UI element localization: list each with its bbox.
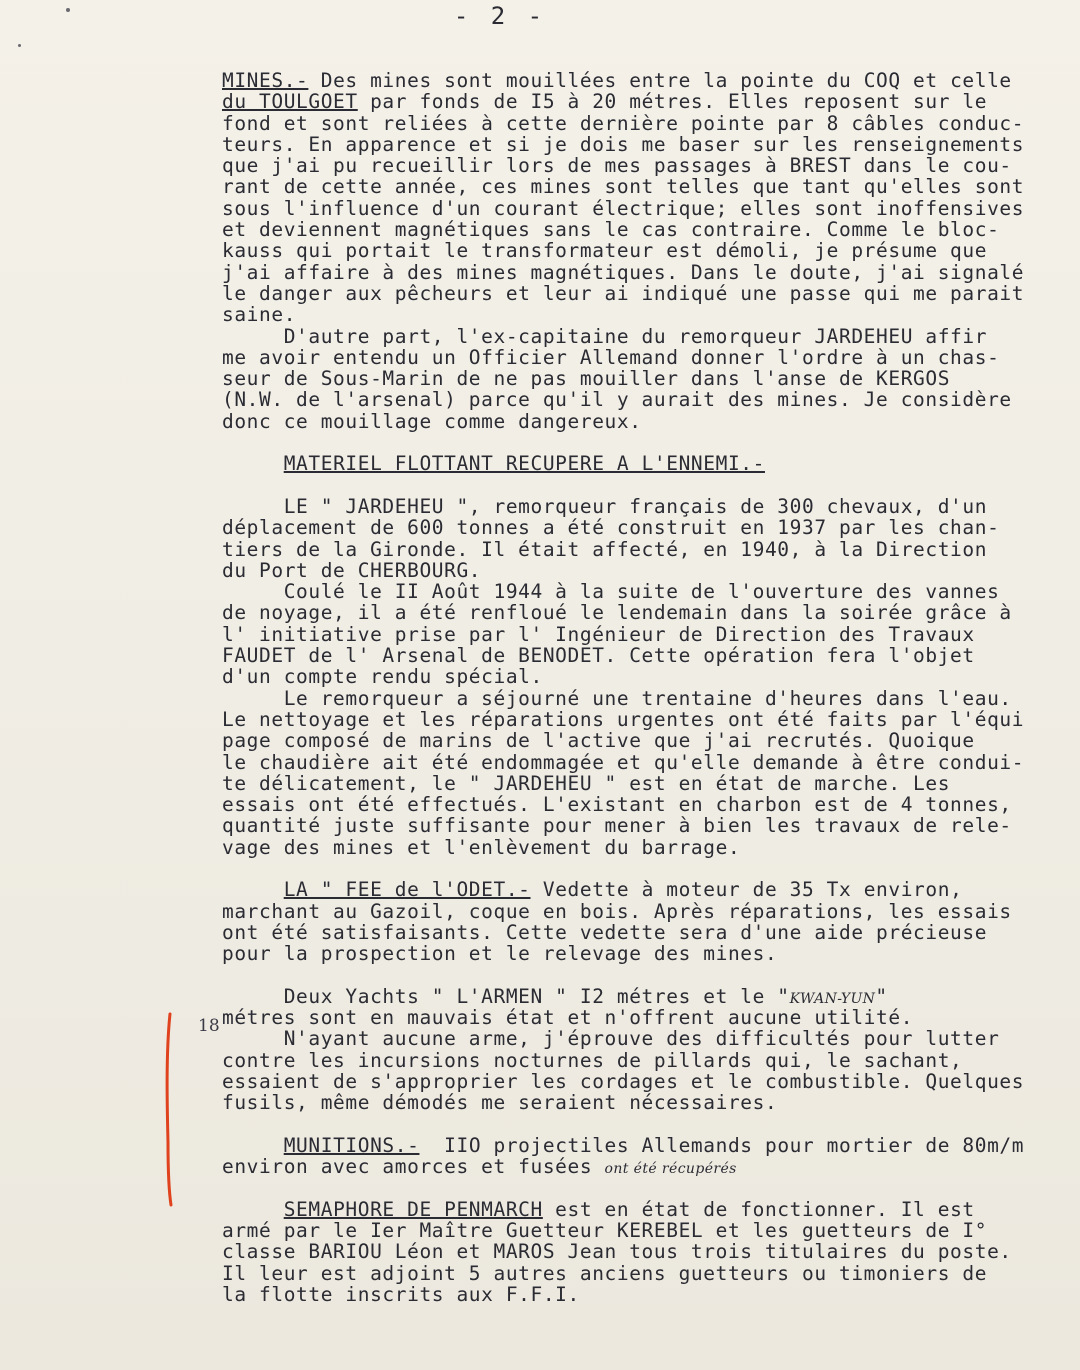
text-line [222, 1156, 1068, 1177]
text-span: te délicatement, le " JARDEHEU " est en état de marche. Les [222, 771, 951, 795]
text-span: Le remorqueur a séjourné une trentaine d'heures dans l'eau. [222, 686, 1012, 710]
text-line [222, 113, 1068, 134]
text-span: LE " JARDEHEU ", remorqueur français de 300 chevaux, d'un [222, 494, 988, 518]
paragraph-gap [222, 1114, 1068, 1135]
text-line [222, 879, 1068, 900]
text-span: le chaudière ait été endommagée et qu'elle demande à être condui- [222, 750, 1025, 774]
text-span: pour la prospection et le relevage des mines. [222, 942, 778, 966]
text-line [222, 240, 1068, 261]
text-line [222, 922, 1068, 943]
text-line [222, 986, 1068, 1007]
text-line [222, 219, 1068, 240]
text-line [222, 1092, 1068, 1113]
text-span: seur de Sous-Marin de ne pas mouiller dans l'anse de KERGOS [222, 367, 951, 391]
text-line [222, 794, 1068, 815]
text-span: rant de cette année, ces mines sont telles que tant qu'elles sont [222, 175, 1025, 199]
text-span: " [875, 984, 888, 1008]
text-line [222, 411, 1068, 432]
text-span: N'ayant aucune arme, j'éprouve des difficultés pour lutter [222, 1027, 1000, 1051]
text-span: marchant au Gazoil, coque en bois. Après réparations, les essais [222, 899, 1012, 923]
text-line [222, 943, 1068, 964]
text-span: est en état de fonctionner. Il est [542, 1197, 975, 1221]
text-span: contre les incursions nocturnes de pillards qui, le sachant, [222, 1048, 963, 1072]
text-span: d'un compte rendu spécial. [222, 665, 543, 689]
text-line [222, 773, 1068, 794]
paragraph-gap [222, 432, 1068, 453]
text-span: déplacement de 600 tonnes a été construit en 1937 par les chan- [222, 516, 1000, 540]
text-span: FAUDET de l' Arsenal de BENODET. Cette opération fera l'objet [222, 644, 975, 668]
text-span: Il leur est adjoint 5 autres anciens guetteurs ou timoniers de [222, 1261, 988, 1285]
text-line [222, 91, 1068, 112]
text-line [222, 453, 1068, 474]
text-line [222, 1007, 1068, 1028]
text-span: Vedette à moteur de 35 Tx environ, [530, 878, 963, 902]
text-line [222, 560, 1068, 581]
text-span: le danger aux pêcheurs et leur ai indiqué une passe qui me parait [222, 281, 1025, 305]
text-span: sous l'influence d'un courant électrique; elles sont inoffensives [222, 196, 1025, 220]
text-line [222, 666, 1068, 687]
text-line [222, 539, 1068, 560]
text-span: par fonds de I5 à 20 métres. Elles reposent sur le [357, 90, 988, 114]
text-span: essais ont été effectués. L'existant en charbon est de 4 tonnes, [222, 793, 1012, 817]
text-span: Coulé le II Août 1944 à la suite de l'ouverture des vannes [222, 580, 1000, 604]
paragraph-gap [222, 964, 1068, 985]
text-line [222, 176, 1068, 197]
text-span: kauss qui portait le transformateur est démoli, je présume que [222, 239, 988, 263]
text-span: la flotte inscrits aux F.F.I. [222, 1282, 580, 1306]
text-span [222, 878, 284, 901]
text-span: fond et sont reliées à cette dernière pointe par 8 câbles conduc- [222, 111, 1025, 135]
paper-speck [66, 8, 70, 12]
text-line [222, 1263, 1068, 1284]
underlined-heading: LA " FEE de l'ODET.- [283, 878, 531, 902]
text-span: page composé de marins de l'active que j'ai recrutés. Quoique [222, 729, 975, 753]
text-span: l' initiative prise par l' Ingénieur de Direction des Travaux [222, 622, 975, 646]
text-line [222, 837, 1068, 858]
underlined-heading: du TOULGOET [222, 90, 358, 114]
text-span: vage des mines et l'enlèvement du barrage. [222, 835, 741, 859]
document-body [222, 70, 1068, 1305]
text-span: du Port de CHERBOURG. [222, 558, 482, 582]
text-line [222, 70, 1068, 91]
text-span: environ avec amorces et fusées [222, 1155, 605, 1179]
text-line [222, 326, 1068, 347]
text-line [222, 688, 1068, 709]
text-line [222, 645, 1068, 666]
paper-speck [18, 44, 21, 47]
paragraph-gap [222, 1177, 1068, 1198]
paragraph-gap [222, 475, 1068, 496]
text-span [222, 1134, 284, 1157]
handwritten-note: KWAN-YUN [789, 990, 876, 1007]
text-span: ont été satisfaisants. Cette vedette sera d'une aide précieuse [222, 920, 988, 944]
text-line [222, 1071, 1068, 1092]
text-span: Le nettoyage et les réparations urgentes ont été faits par l'équi [222, 707, 1025, 731]
text-span: fusils, même démodés me seraient nécessaires. [222, 1091, 778, 1115]
text-span: Deux Yachts " L'ARMEN " I2 métres et le " [222, 984, 790, 1008]
text-line [222, 730, 1068, 751]
text-line [222, 134, 1068, 155]
text-line [222, 283, 1068, 304]
margin-note: 18 [198, 1016, 220, 1036]
underlined-heading: SEMAPHORE DE PENMARCH [283, 1197, 543, 1221]
text-line [222, 1284, 1068, 1305]
underlined-heading: MATERIEL FLOTTANT RECUPERE A L'ENNEMI.- [283, 452, 765, 476]
text-line [222, 389, 1068, 410]
text-line [222, 1050, 1068, 1071]
text-span [222, 452, 284, 475]
text-span: que j'ai pu recueillir lors de mes passages à BREST dans le cou- [222, 154, 1012, 178]
text-span: IIO projectiles Allemands pour mortier de 80m/m [419, 1133, 1025, 1157]
text-line [222, 496, 1068, 517]
text-span: métres sont en mauvais état et n'offrent aucune utilité. [222, 1006, 914, 1030]
text-line [222, 1199, 1068, 1220]
text-line [222, 581, 1068, 602]
text-line [222, 1135, 1068, 1156]
text-line [222, 517, 1068, 538]
text-line [222, 347, 1068, 368]
text-span: saine. [222, 303, 297, 327]
text-span: j'ai affaire à des mines magnétiques. Dans le doute, j'ai signalé [222, 260, 1025, 284]
text-line [222, 1028, 1068, 1049]
text-line [222, 262, 1068, 283]
text-span: D'autre part, l'ex-capitaine du remorqueur JARDEHEU affir [222, 324, 988, 348]
text-span: quantité juste suffisante pour mener à bien les travaux de rele- [222, 814, 1012, 838]
text-span: classe BARIOU Léon et MAROS Jean tous trois titulaires du poste. [222, 1240, 1012, 1264]
text-line [222, 901, 1068, 922]
text-span: Des mines sont mouillées entre la pointe du COQ et celle [308, 69, 1012, 92]
text-line [222, 198, 1068, 219]
text-span: (N.W. de l'arsenal) parce qu'il y aurait des mines. Je considère [222, 388, 1012, 412]
underlined-heading: MINES.- [222, 69, 309, 92]
text-span: armé par le Ier Maître Guetteur KEREBEL et les guetteurs de I° [222, 1219, 988, 1243]
text-span: tiers de la Gironde. Il était affecté, en 1940, à la Direction [222, 537, 988, 561]
text-line [222, 815, 1068, 836]
text-line [222, 368, 1068, 389]
handwritten-note: ont été récupérés [604, 1161, 737, 1178]
text-line [222, 1220, 1068, 1241]
text-line [222, 602, 1068, 623]
text-span: me avoir entendu un Officier Allemand donner l'ordre à un chas- [222, 345, 1000, 369]
text-span: de noyage, il a été renfloué le lendemain dans la soirée grâce à [222, 601, 1012, 625]
text-span: teurs. En apparence et si je dois me baser sur les renseignements [222, 132, 1025, 156]
text-line [222, 304, 1068, 325]
paragraph-gap [222, 858, 1068, 879]
text-line [222, 1241, 1068, 1262]
text-line [222, 752, 1068, 773]
text-span: essaient de s'approprier les cordages et le combustible. Quelques [222, 1069, 1025, 1093]
text-span [222, 1198, 284, 1221]
page-number: - 2 - [453, 2, 547, 30]
text-line [222, 155, 1068, 176]
text-line [222, 624, 1068, 645]
text-span: donc ce mouillage comme dangereux. [222, 409, 642, 433]
text-line [222, 709, 1068, 730]
text-span: et deviennent magnétiques sans le cas contraire. Comme le bloc- [222, 218, 1000, 242]
red-margin-mark [162, 1012, 176, 1207]
underlined-heading: MUNITIONS.- [283, 1133, 420, 1157]
